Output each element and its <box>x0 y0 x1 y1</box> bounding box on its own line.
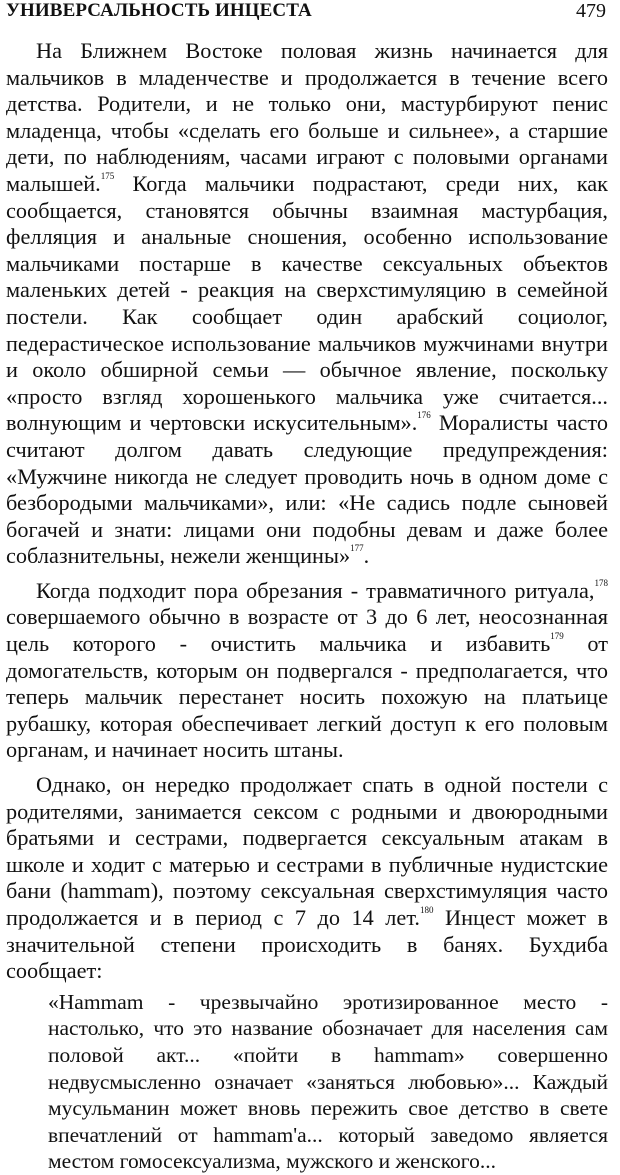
page-header <box>6 0 608 28</box>
footnote-ref-179: 179 <box>550 631 564 642</box>
footnote-ref-175: 175 <box>100 170 115 181</box>
page-number: 479 <box>576 0 606 22</box>
paragraph-2 <box>6 578 608 764</box>
footnote-ref-177: 177 <box>350 543 364 554</box>
paragraph-1-text-c: Моралисты часто считают долгом давать следующие предупреждения: «Мужчине никогда не следует проводить ночь в одном доме с безбородыми мальчиками», или: «Не садись подле сыновей богачей и знати: лицами они подобны девам и даже более соблазнительны, нежели женщины» <box>6 410 608 569</box>
paragraph-1-text-d: . <box>363 543 370 569</box>
paragraph-2-text-a: Когда подходит пора обрезания - травматичного ритуала, <box>36 577 595 603</box>
paragraph-3-text-a: Однако, он нередко продолжает спать в одной постели с родителями, занимается сексом с родными и двоюродными братьями и сестрами, подвергается сексуальным атакам в школе и ходит с матерью и сестрами в публичные нудистские бани (hammam), поэтому сексуальная сверхстимуляция часто продолжается и в период с 7 до 14 лет. <box>6 772 608 930</box>
paragraph-1-text-a: На Ближнем Востоке половая жизнь начинается для мальчиков в младенчестве и продолжается в течение всего детства. Родители, и не только они, мастурбируют пенис младенца, чтобы «сделать его больше и сильнее», а старшие дети, по наблюдениям, часами играют с половыми органами малышей. <box>6 38 608 196</box>
page-body <box>6 38 608 1175</box>
paragraph-1-text-b: Когда мальчики подрастают, среди них, как сообщается, становятся обычны взаимная мастурбация, фелляция и анальные сношения, особенно использование мальчиками постарше в качестве сексуальных объектов маленьких детей - реакция на сверхстимуляцию в семейной постели. Как сообщает один арабский социолог, педерастическое использование мальчиков мужчинами внутри и около обширной семьи — обычное явление, поскольку «просто взгляд хорошенького мальчика уже считается... волнующим и чертовски искусительным». <box>6 170 608 436</box>
paragraph-3-text-b: Инцест может в значительной степени происходить в банях. Бухдиба сообщает: <box>6 905 608 984</box>
paragraph-1 <box>6 38 608 570</box>
block-quote: «Hammam - чрезвычайно эротизированное место - настолько, что это название обозначает для населения сам половой акт... «пойти в hammam» совершенно недвусмысленно означает «заняться любовью»... Каждый мусульманин может вновь пережить свое детство в свете впечатлений от hammam'a... который заведомо является местом гомосексуализма, мужского и женского... <box>48 989 608 1174</box>
paragraph-2-text-b: совершаемого обычно в возрасте от 3 до 6 лет, неосознанная цель которого - очистить мальчика и избавить <box>6 604 608 657</box>
running-title: УНИВЕРСАЛЬНОСТЬ ИНЦЕСТА <box>6 0 312 21</box>
footnote-ref-176: 176 <box>417 410 431 421</box>
paragraph-2-text-c: от домогательств, которым он подвергался - предполагается, что теперь мальчик перестанет носить похожую на платьице рубашку, которая обеспечивает легкий доступ к его половым органам, и начинает носить штаны. <box>6 631 608 763</box>
footnote-ref-178: 178 <box>594 577 608 588</box>
footnote-ref-180: 180 <box>419 905 434 915</box>
paragraph-3 <box>6 772 608 985</box>
